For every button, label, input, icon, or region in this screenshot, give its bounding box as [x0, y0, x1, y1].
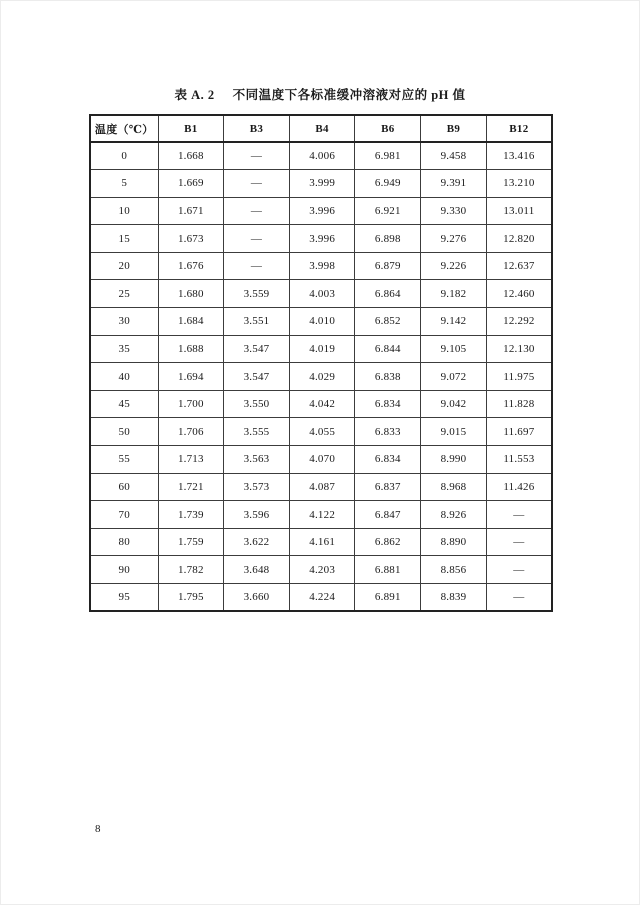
temperature-cell: 95 [90, 584, 158, 612]
header-cell-solution: B1 [158, 115, 224, 142]
ph-value-cell: 1.721 [158, 473, 224, 501]
ph-value-cell: 3.550 [224, 390, 290, 418]
ph-value-cell: 1.759 [158, 528, 224, 556]
ph-value-cell: 11.828 [486, 390, 552, 418]
ph-value-cell: 3.596 [224, 501, 290, 529]
ph-value-cell: 6.879 [355, 252, 421, 280]
header-cell-solution: B9 [421, 115, 487, 142]
header-cell-solution: B3 [224, 115, 290, 142]
temperature-cell: 80 [90, 528, 158, 556]
ph-value-cell: 1.713 [158, 446, 224, 474]
table-row [90, 308, 552, 336]
temperature-cell: 5 [90, 170, 158, 198]
ph-value-cell: — [486, 556, 552, 584]
table-row [90, 197, 552, 225]
table-row [90, 252, 552, 280]
ph-value-cell: 11.697 [486, 418, 552, 446]
ph-value-cell: 6.881 [355, 556, 421, 584]
ph-value-cell: 1.694 [158, 363, 224, 391]
ph-value-cell: 1.782 [158, 556, 224, 584]
ph-value-cell: 9.105 [421, 335, 487, 363]
table-row [90, 528, 552, 556]
table-row [90, 363, 552, 391]
ph-value-cell: 4.019 [289, 335, 355, 363]
table-title-label: 表 A. 2 [174, 88, 215, 102]
temperature-cell: 35 [90, 335, 158, 363]
ph-value-cell: 12.130 [486, 335, 552, 363]
ph-value-cell: 3.551 [224, 308, 290, 336]
ph-value-cell: 9.458 [421, 142, 487, 170]
ph-value-cell: 1.795 [158, 584, 224, 612]
ph-value-cell: — [224, 252, 290, 280]
ph-value-cell: 11.553 [486, 446, 552, 474]
ph-value-cell: 3.998 [289, 252, 355, 280]
ph-value-cell: 8.839 [421, 584, 487, 612]
ph-value-cell: 4.070 [289, 446, 355, 474]
ph-value-cell: 3.999 [289, 170, 355, 198]
ph-value-cell: 6.891 [355, 584, 421, 612]
temperature-cell: 40 [90, 363, 158, 391]
ph-value-cell: 3.996 [289, 225, 355, 253]
header-cell-solution: B4 [289, 115, 355, 142]
ph-value-cell: 6.844 [355, 335, 421, 363]
ph-value-cell: 3.555 [224, 418, 290, 446]
ph-value-cell: 6.898 [355, 225, 421, 253]
ph-value-cell: 9.042 [421, 390, 487, 418]
table-row [90, 556, 552, 584]
ph-value-cell: 1.706 [158, 418, 224, 446]
ph-value-cell: 6.921 [355, 197, 421, 225]
ph-value-cell: 4.203 [289, 556, 355, 584]
table-body [90, 142, 552, 611]
ph-value-cell: 9.182 [421, 280, 487, 308]
temperature-cell: 0 [90, 142, 158, 170]
ph-value-cell: 9.391 [421, 170, 487, 198]
temperature-cell: 30 [90, 308, 158, 336]
ph-value-cell: 4.224 [289, 584, 355, 612]
table-row [90, 225, 552, 253]
table-row [90, 142, 552, 170]
ph-value-cell: 6.864 [355, 280, 421, 308]
ph-value-cell: 6.847 [355, 501, 421, 529]
page-number: 8 [95, 823, 101, 835]
temperature-cell: 90 [90, 556, 158, 584]
table-title-text: 不同温度下各标准缓冲溶液对应的 pH 值 [232, 88, 466, 102]
ph-value-cell: 9.072 [421, 363, 487, 391]
table-row [90, 335, 552, 363]
ph-value-cell: — [224, 142, 290, 170]
ph-value-cell: 13.011 [486, 197, 552, 225]
ph-value-cell: 1.673 [158, 225, 224, 253]
ph-value-cell: 1.671 [158, 197, 224, 225]
ph-value-cell: 9.015 [421, 418, 487, 446]
ph-value-cell: 6.833 [355, 418, 421, 446]
ph-value-cell: 8.890 [421, 528, 487, 556]
ph-value-cell: 3.622 [224, 528, 290, 556]
table-row [90, 390, 552, 418]
ph-value-cell: 3.660 [224, 584, 290, 612]
table-row [90, 418, 552, 446]
ph-value-cell: 8.926 [421, 501, 487, 529]
ph-value-cell: 1.680 [158, 280, 224, 308]
ph-value-cell: — [486, 584, 552, 612]
ph-value-cell: 6.837 [355, 473, 421, 501]
ph-value-cell: 1.739 [158, 501, 224, 529]
header-cell-solution: B12 [486, 115, 552, 142]
ph-value-cell: 3.996 [289, 197, 355, 225]
ph-value-cell: 4.029 [289, 363, 355, 391]
ph-value-cell: 6.834 [355, 446, 421, 474]
ph-value-cell: 6.838 [355, 363, 421, 391]
ph-value-cell: — [486, 501, 552, 529]
ph-value-cell: 11.975 [486, 363, 552, 391]
ph-value-cell: 3.547 [224, 363, 290, 391]
ph-value-cell: — [486, 528, 552, 556]
ph-value-cell: 4.161 [289, 528, 355, 556]
ph-value-cell: 9.226 [421, 252, 487, 280]
ph-value-cell: 12.637 [486, 252, 552, 280]
temperature-cell: 45 [90, 390, 158, 418]
ph-value-cell: 8.968 [421, 473, 487, 501]
table-row [90, 584, 552, 612]
ph-value-cell: 4.087 [289, 473, 355, 501]
ph-value-cell: — [224, 170, 290, 198]
table-row [90, 501, 552, 529]
ph-value-cell: 1.688 [158, 335, 224, 363]
table-title [1, 87, 639, 104]
ph-value-cell: 1.684 [158, 308, 224, 336]
ph-value-cell: — [224, 197, 290, 225]
ph-value-cell: 4.042 [289, 390, 355, 418]
ph-value-cell: 12.820 [486, 225, 552, 253]
ph-value-cell: 9.276 [421, 225, 487, 253]
ph-value-cell: 8.990 [421, 446, 487, 474]
ph-value-cell: 13.416 [486, 142, 552, 170]
ph-value-cell: 9.142 [421, 308, 487, 336]
ph-value-cell: 6.834 [355, 390, 421, 418]
table-row [90, 170, 552, 198]
ph-value-cell: 12.292 [486, 308, 552, 336]
ph-value-cell: 6.862 [355, 528, 421, 556]
temperature-cell: 25 [90, 280, 158, 308]
header-cell-solution: B6 [355, 115, 421, 142]
ph-value-cell: 6.949 [355, 170, 421, 198]
table-header-row [90, 115, 552, 142]
temperature-cell: 55 [90, 446, 158, 474]
temperature-cell: 10 [90, 197, 158, 225]
ph-value-cell: 6.981 [355, 142, 421, 170]
ph-value-cell: 4.122 [289, 501, 355, 529]
ph-value-cell: 4.006 [289, 142, 355, 170]
ph-value-cell: 6.852 [355, 308, 421, 336]
ph-value-cell: 11.426 [486, 473, 552, 501]
ph-value-cell: 4.003 [289, 280, 355, 308]
ph-value-cell: 3.563 [224, 446, 290, 474]
ph-value-cell: 12.460 [486, 280, 552, 308]
ph-value-cell: 3.547 [224, 335, 290, 363]
ph-value-cell: 8.856 [421, 556, 487, 584]
ph-value-cell: 9.330 [421, 197, 487, 225]
ph-value-cell: 3.648 [224, 556, 290, 584]
temperature-cell: 50 [90, 418, 158, 446]
ph-value-cell: 3.559 [224, 280, 290, 308]
temperature-cell: 20 [90, 252, 158, 280]
ph-value-cell: 1.668 [158, 142, 224, 170]
ph-value-cell: — [224, 225, 290, 253]
header-cell-temperature: 温度（℃） [90, 115, 158, 142]
ph-value-cell: 4.055 [289, 418, 355, 446]
ph-table [89, 114, 553, 612]
ph-value-cell: 3.573 [224, 473, 290, 501]
temperature-cell: 70 [90, 501, 158, 529]
ph-value-cell: 4.010 [289, 308, 355, 336]
table-row [90, 473, 552, 501]
ph-value-cell: 1.700 [158, 390, 224, 418]
temperature-cell: 15 [90, 225, 158, 253]
temperature-cell: 60 [90, 473, 158, 501]
ph-value-cell: 1.676 [158, 252, 224, 280]
ph-value-cell: 13.210 [486, 170, 552, 198]
table-row [90, 446, 552, 474]
ph-value-cell: 1.669 [158, 170, 224, 198]
table-row [90, 280, 552, 308]
